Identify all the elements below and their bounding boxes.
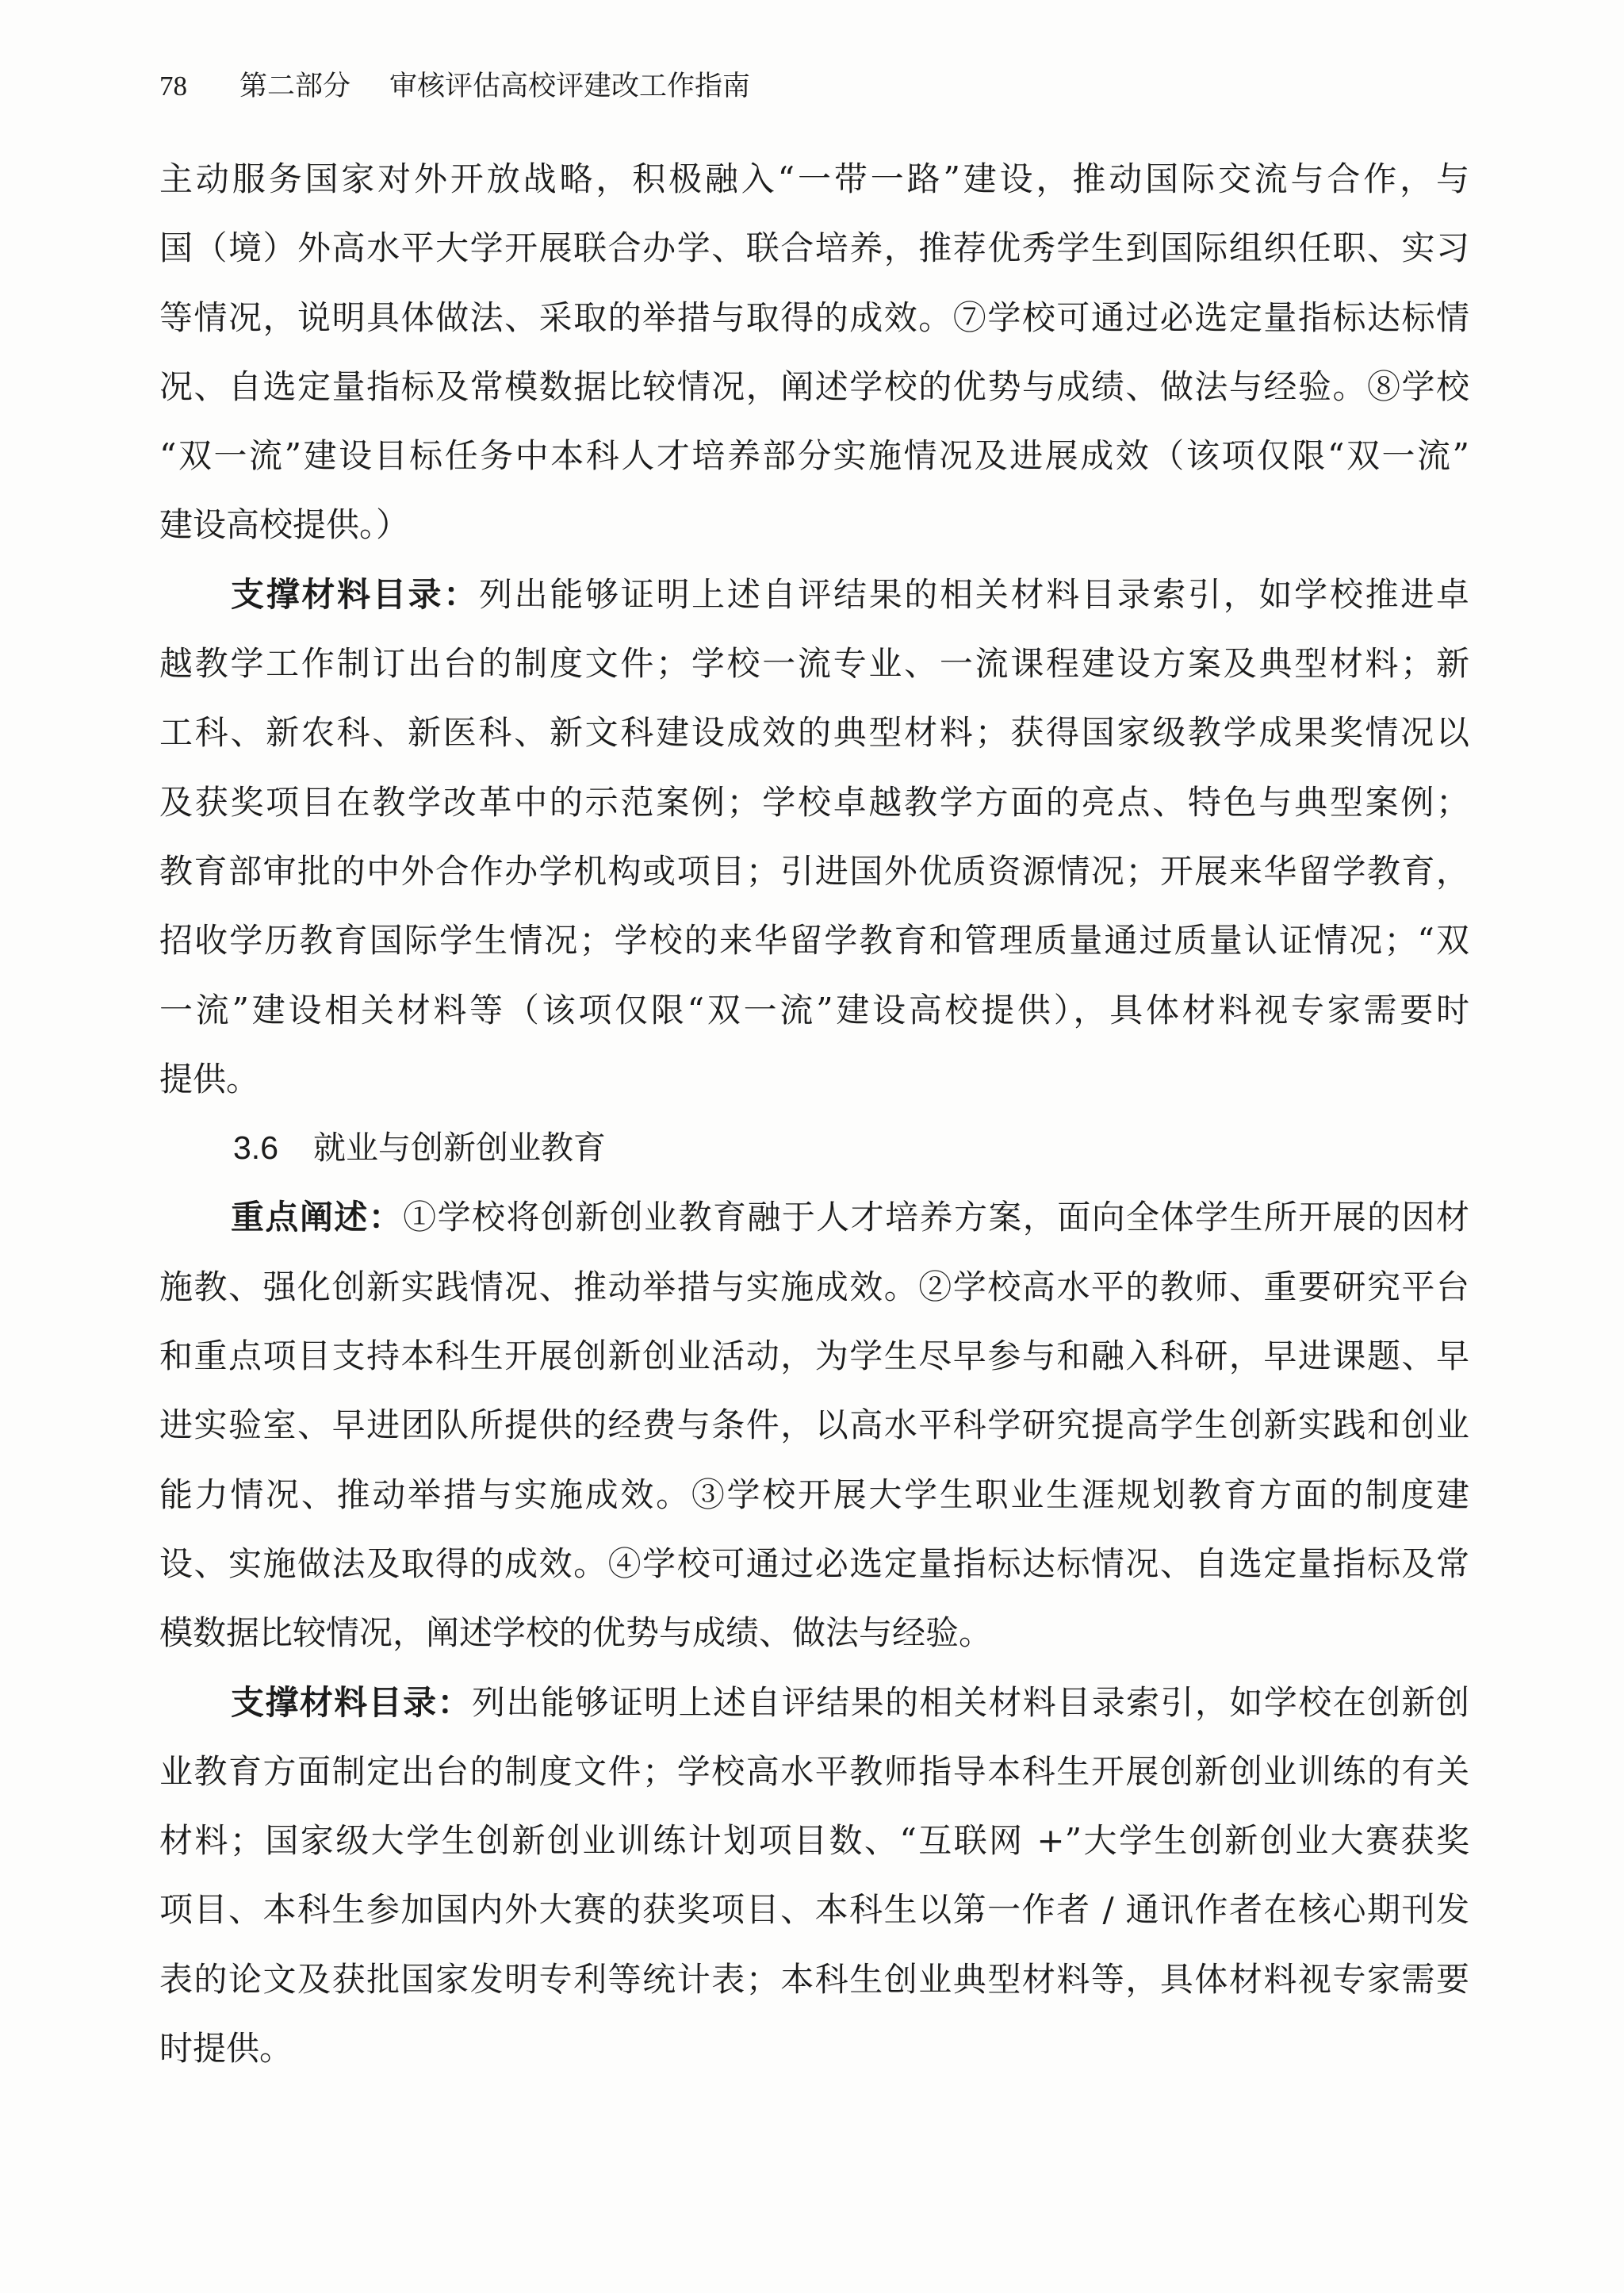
line-text: 列出能够证明上述自评结果的相关材料目录索引，如学校在创新创 — [472, 1682, 1469, 1722]
support-materials-paragraph — [159, 1668, 1469, 2084]
paragraph-line — [159, 560, 1469, 629]
paragraph-line: 材料；国家级大学生创新创业训练计划项目数、“互联网 +”大学生创新创业大赛获奖 — [159, 1821, 1469, 1861]
paragraph-line: 建设高校提供。） — [159, 505, 410, 545]
paragraph-line: 等情况，说明具体做法、采取的举措与取得的成效。⑦学校可通过必选定量指标达标情 — [159, 297, 1469, 337]
paragraph-line: “双一流”建设目标任务中本科人才培养部分实施情况及进展成效（该项仅限“双一流” — [159, 436, 1469, 476]
paragraph-line: 况、自选定量指标及常模数据比较情况，阐述学校的优势与成绩、做法与经验。⑧学校 — [159, 366, 1469, 406]
paragraph-line: 国（境）外高水平大学开展联合办学、联合培养，推荐优秀学生到国际组织任职、实习 — [159, 228, 1469, 268]
section-heading — [159, 1114, 1469, 1183]
paragraph-line: 教育部审批的中外合作办学机构或项目；引进国外优质资源情况；开展来华留学教育， — [159, 851, 1469, 891]
paragraph-line: 工科、新农科、新医科、新文科建设成效的典型材料；获得国家级教学成果奖情况以 — [159, 713, 1469, 753]
section-number: 3.6 — [233, 1129, 278, 1167]
paragraph-line: 及获奖项目在教学改革中的示范案例；学校卓越教学方面的亮点、特色与典型案例； — [159, 782, 1469, 822]
paragraph-line — [159, 1668, 1469, 1737]
paragraph-line: 模数据比较情况，阐述学校的优势与成绩、做法与经验。 — [159, 1613, 993, 1653]
section-title: 就业与创新创业教育 — [313, 1129, 606, 1168]
header-part-label: 第二部分 — [239, 71, 351, 102]
line-text: 列出能够证明上述自评结果的相关材料目录索引，如学校推进卓 — [478, 574, 1469, 614]
paragraph-line: 一流”建设相关材料等（该项仅限“双一流”建设高校提供），具体材料视专家需要时 — [159, 990, 1469, 1030]
page-number: 78 — [159, 71, 187, 102]
paragraph-line: 设、实施做法及取得的成效。④学校可通过必选定量指标达标情况、自选定量指标及常 — [159, 1543, 1469, 1583]
line-text: ①学校将创新创业教育融于人才培养方案，面向全体学生所开展的因材 — [403, 1198, 1469, 1237]
paragraph-line: 和重点项目支持本科生开展创新创业活动，为学生尽早参与和融入科研，早进课题、早 — [159, 1336, 1469, 1376]
support-materials-label: 支撑材料目录： — [231, 574, 479, 614]
key-points-paragraph — [159, 1183, 1469, 1667]
support-materials-paragraph — [159, 560, 1469, 1114]
paragraph-line: 项目、本科生参加国内外大赛的获奖项目、本科生以第一作者 / 通讯作者在核心期刊发 — [159, 1890, 1469, 1930]
running-header — [0, 70, 1624, 103]
paragraph-line: 主动服务国家对外开放战略，积极融入“一带一路”建设，推动国际交流与合作，与 — [159, 159, 1469, 198]
paragraph-line — [159, 1183, 1469, 1252]
paragraph-line: 能力情况、推动举措与实施成效。③学校开展大学生职业生涯规划教育方面的制度建 — [159, 1474, 1469, 1514]
paragraph-line: 业教育方面制定出台的制度文件；学校高水平教师指导本科生开展创新创业训练的有关 — [159, 1751, 1469, 1791]
paragraph-line: 施教、强化创新实践情况、推动举措与实施成效。②学校高水平的教师、重要研究平台 — [159, 1267, 1469, 1306]
paragraph-line: 时提供。 — [159, 2029, 293, 2069]
key-points-label: 重点阐述： — [231, 1198, 404, 1237]
paragraph-line: 提供。 — [159, 1059, 260, 1099]
paragraph-line: 表的论文及获批国家发明专利等统计表；本科生创业典型材料等，具体材料视专家需要 — [159, 1959, 1469, 1999]
body-text — [159, 144, 1469, 2083]
paragraph-line: 进实验室、早进团队所提供的经费与条件，以高水平科学研究提高学生创新实践和创业 — [159, 1405, 1469, 1445]
paragraph-line: 招收学历教育国际学生情况；学校的来华留学教育和管理质量通过质量认证情况；“双 — [159, 921, 1469, 961]
support-materials-label: 支撑材料目录： — [231, 1682, 472, 1722]
intro-paragraph — [159, 144, 1469, 560]
paragraph-line: 越教学工作制订出台的制度文件；学校一流专业、一流课程建设方案及典型材料；新 — [159, 644, 1469, 684]
header-book-title: 审核评估高校评建改工作指南 — [389, 71, 751, 102]
